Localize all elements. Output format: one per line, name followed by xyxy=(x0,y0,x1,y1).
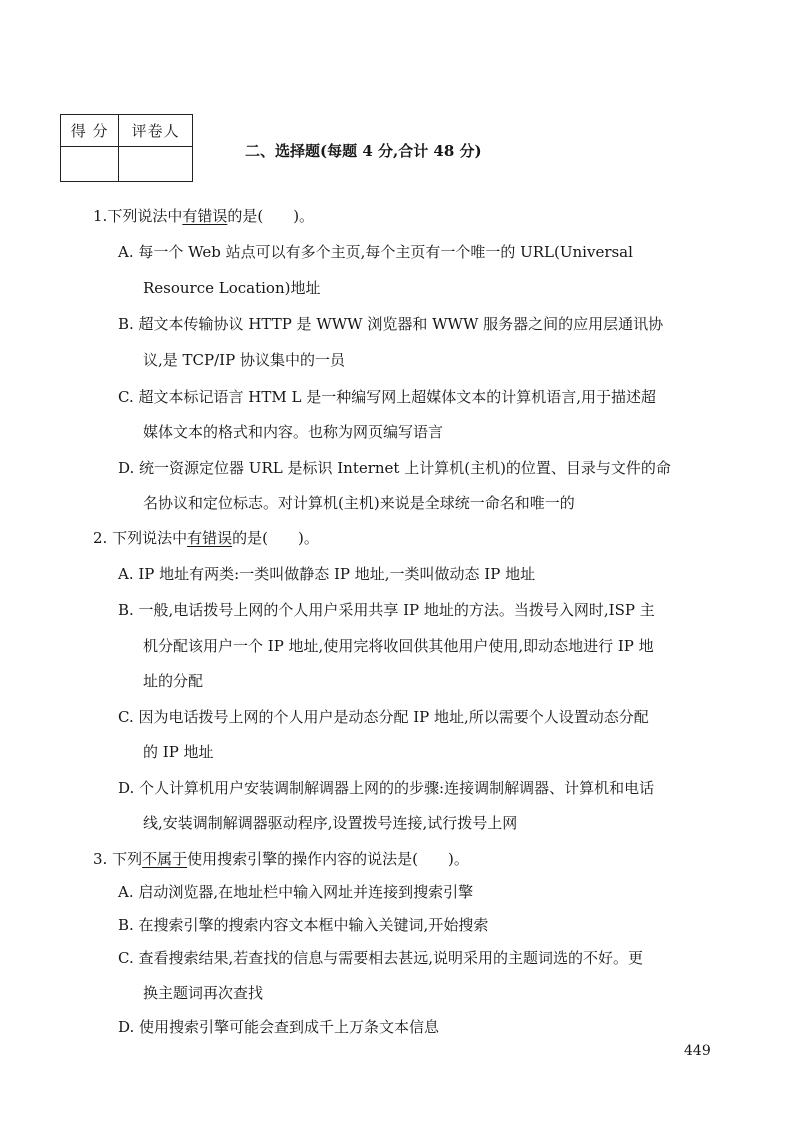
grader-header: 评卷人 xyxy=(119,115,193,147)
q3-option-b: B. 在搜索引擎的搜索内容文本框中输入关键词,开始搜索 xyxy=(118,916,489,934)
q2-option-c: C. 因为电话拨号上网的个人用户是动态分配 IP 地址,所以需要个人设置动态分配 xyxy=(118,708,649,726)
question-text-end: 使用搜索引擎的操作内容的说法是( )。 xyxy=(187,850,469,868)
score-header: 得 分 xyxy=(61,115,119,147)
question-text: 下列说法中 xyxy=(107,207,183,225)
question-text-end: 的是( )。 xyxy=(227,207,315,225)
q1-option-d: D. 统一资源定位器 URL 是标识 Internet 上计算机(主机)的位置、目录与文件的命 xyxy=(118,459,671,477)
question-emphasis: 不属于 xyxy=(142,850,188,868)
q1-option-d-cont: 名协议和定位标志。对计算机(主机)来说是全球统一命名和唯一的 xyxy=(143,494,575,512)
question-text: 下列 xyxy=(112,850,143,868)
q1-option-b-cont: 议,是 TCP/IP 协议集中的一员 xyxy=(143,351,345,369)
q2-option-b-cont2: 址的分配 xyxy=(143,672,204,690)
q1-option-a-cont: Resource Location)地址 xyxy=(143,279,321,297)
page-number: 449 xyxy=(684,1043,711,1059)
question-text: 下列说法中 xyxy=(112,529,188,547)
score-table xyxy=(60,114,193,182)
q3-option-c-cont: 换主题词再次查找 xyxy=(143,984,264,1002)
question-number: 1. xyxy=(93,207,108,225)
question-number: 3. xyxy=(93,850,108,868)
question-2 xyxy=(93,527,319,548)
q1-option-b: B. 超文本传输协议 HTTP 是 WWW 浏览器和 WWW 服务器之间的应用层通讯协 xyxy=(118,315,664,333)
q2-option-a: A. IP 地址有两类:一类叫做静态 IP 地址,一类叫做动态 IP 地址 xyxy=(118,565,536,583)
q1-option-a: A. 每一个 Web 站点可以有多个主页,每个主页有一个唯一的 URL(Universal xyxy=(118,243,633,261)
q1-option-c: C. 超文本标记语言 HTM L 是一种编写网上超媒体文本的计算机语言,用于描述超 xyxy=(118,388,656,406)
question-number: 2. xyxy=(93,529,108,547)
grader-cell xyxy=(119,147,193,182)
section-title: 二、选择题(每题 4 分,合计 48 分) xyxy=(245,142,482,160)
question-emphasis: 有错误 xyxy=(187,529,233,547)
question-3 xyxy=(93,848,469,869)
q2-option-d-cont: 线,安装调制解调器驱动程序,设置拨号连接,试行拨号上网 xyxy=(143,814,518,832)
q2-option-d: D. 个人计算机用户安装调制解调器上网的的步骤:连接调制解调器、计算机和电话 xyxy=(118,779,655,797)
q1-option-c-cont: 媒体文本的格式和内容。也称为网页编写语言 xyxy=(143,423,444,441)
q3-option-a: A. 启动浏览器,在地址栏中输入网址并连接到搜索引擎 xyxy=(118,883,474,901)
q2-option-b-cont: 机分配该用户一个 IP 地址,使用完将收回供其他用户使用,即动态地进行 IP 地 xyxy=(143,637,654,655)
score-cell xyxy=(61,147,119,182)
question-1 xyxy=(93,205,314,226)
q2-option-c-cont: 的 IP 地址 xyxy=(143,743,214,761)
q3-option-d: D. 使用搜索引擎可能会查到成千上万条文本信息 xyxy=(118,1018,440,1036)
question-text-end: 的是( )。 xyxy=(232,529,319,547)
question-emphasis: 有错误 xyxy=(182,207,228,225)
q2-option-b: B. 一般,电话拨号上网的个人用户采用共享 IP 地址的方法。当拨号入网时,ISP 主 xyxy=(118,601,655,619)
q3-option-c: C. 查看搜索结果,若查找的信息与需要相去甚远,说明采用的主题词选的不好。更 xyxy=(118,949,644,967)
